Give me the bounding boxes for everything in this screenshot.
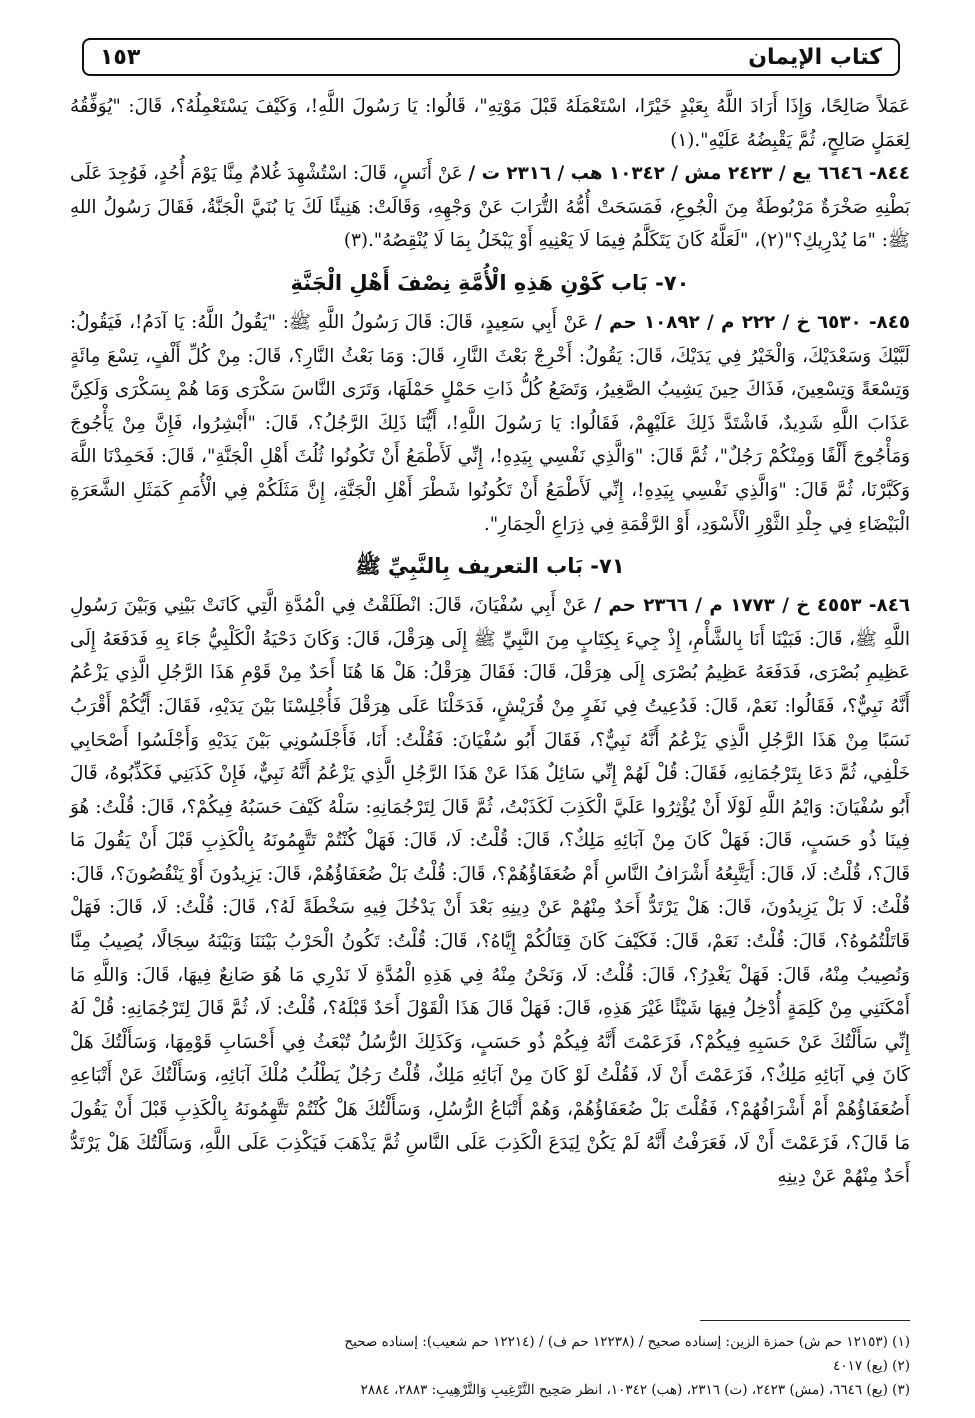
- chapter-heading-70: ٧٠- بَاب كَوْنِ هَذِهِ الْأُمَّةِ نِصْفَ أَهْلِ الْجَنَّةِ: [290, 270, 690, 295]
- footnote-2: (٢) (يع) ٤٠١٧: [833, 1358, 910, 1374]
- footnote-1: (١) (١٢١٥٣ حم ش) حمزة الزين: إسناده صحيح / (١٢٢٣٨ حم ف) / (١٢٢١٤ حم شعيب): إسناده صحيح: [344, 1334, 910, 1350]
- hadith-845: [70, 306, 910, 541]
- page-number: ١٥٣: [100, 44, 141, 70]
- paragraph-text: عَنْ أَبِي سَعِيدٍ، قَالَ: قَالَ رَسُولُ اللَّهِ ﷺ: "يَقُولُ اللَّهُ: يَا آدَمُ!، فَيَقُولُ: لَبَّيْكَ وَسَعْدَيْكَ، وَالْخَيْرُ فِي يَدَيْكَ، قَالَ: يَقُولُ: أَخْرِجْ بَعْثَ النَّارِ، قَالَ: وَمَا بَعْثُ النَّارِ؟، قَالَ: مِنْ كُلِّ أَلْفٍ، تِسْعَ مِائَةٍ وَتِسْعَةً وَتِسْعِينَ، فَذَاكَ حِينَ يَشِيبُ الصَّغِيرُ، وَتَضَعُ كُلُّ ذَاتِ حَمْلٍ حَمْلَهَا، وَتَرَى النَّاسَ سَكْرَى وَمَا هُمْ بِسَكْرَى وَلَكِنَّ عَذَابَ اللَّهِ شَدِيدٌ، فَاشْتَدَّ ذَلِكَ عَلَيْهِمْ، فَقَالُوا: يَا رَسُولَ اللَّهِ!، أَيُّنَا ذَلِكَ الرَّجُلُ؟، قَالَ: "أَبْشِرُوا، فَإِنَّ مِنْ يَأْجُوجَ وَمَأْجُوجَ أَلْفًا وَمِنْكُمْ رَجُلٌ"، ثُمَّ قَالَ: "وَالَّذِي نَفْسِي بِيَدِهِ!، إِنِّي لَأَطْمَعُ أَنْ تَكُونُوا ثُلُثَ أَهْلِ الْجَنَّةِ"، قَالَ: فَحَمِدْنَا اللَّهَ وَكَبَّرْنَا، ثُمَّ قَالَ: "وَالَّذِي نَفْسِي بِيَدِهِ!، إِنِّي لَأَطْمَعُ أَنْ تَكُونُوا شَطْرَ أَهْلِ الْجَنَّةِ، إِنَّ مَثَلَكُمْ فِي الْأُمَمِ كَمَثَلِ الشَّعَرَةِ الْبَيْضَاءِ فِي جِلْدِ الثَّوْرِ الْأَسْوَدِ، أَوْ الرَّقْمَةِ فِي ذِرَاعِ الْحِمَارِ".: [70, 311, 910, 535]
- paragraph-text: عَنْ أَبِي سُفْيَانَ، قَالَ: انْطَلَقْتُ فِي الْمُدَّةِ الَّتِي كَانَتْ بَيْنِي وَبَيْنَ رَسُولِ اللَّهِ ﷺ، قَالَ: فَبَيْنَا أَنَا بِالشَّأْمِ، إِذْ جِيءَ بِكِتَابٍ مِنَ النَّبِيِّ ﷺ إِلَى هِرَقْلَ، قَالَ: وَكَانَ دَحْيَةُ الْكَلْبِيُّ جَاءَ بِهِ فَدَفَعَهُ إِلَى عَظِيمِ بُصْرَى، فَدَفَعَهُ عَظِيمُ بُصْرَى إِلَى هِرَقْلَ، قَالَ: فَقَالَ هِرَقْلُ: هَلْ هَا هُنَا أَحَدٌ مِنْ قَوْمِ هَذَا الرَّجُلِ الَّذِي يَزْعُمُ أَنَّهُ نَبِيٌّ؟، فَقَالُوا: نَعَمْ، قَالَ: فَدُعِيتُ فِي نَفَرٍ مِنْ قُرَيْشٍ، فَدَخَلْنَا عَلَى هِرَقْلَ فَأُجْلِسْنَا بَيْنَ يَدَيْهِ، فَقَالَ: أَيُّكُمْ أَقْرَبُ نَسَبًا مِنْ هَذَا الرَّجُلِ الَّذِي يَزْعُمُ أَنَّهُ نَبِيٌّ؟، فَقَالَ أَبُو سُفْيَانَ: فَقُلْتُ: أَنَا، فَأَجْلَسُونِي بَيْنَ يَدَيْهِ وَأَجْلَسُوا أَصْحَابِي خَلْفِي، ثُمَّ دَعَا بِتَرْجُمَانِهِ، فَقَالَ: قُلْ لَهُمْ إِنِّي سَائِلٌ هَذَا عَنْ هَذَا الرَّجُلِ الَّذِي يَزْعُمُ أَنَّهُ نَبِيٌّ، فَإِنْ كَذَبَنِي فَكَذِّبُوهُ، قَالَ أَبُو سُفْيَانَ: وَايْمُ اللَّهِ لَوْلَا أَنْ يُؤْثِرُوا عَلَيَّ الْكَذِبَ لَكَذَبْتُ، ثُمَّ قَالَ لِتَرْجُمَانِهِ: سَلْهُ كَيْفَ حَسَبُهُ فِيكُمْ؟، قَالَ: قُلْتُ: هُوَ فِينَا ذُو حَسَبٍ، قَالَ: فَهَلْ كَانَ مِنْ آبَائِهِ مَلِكٌ؟، قَالَ: قُلْتُ: لَا، قَالَ: فَهَلْ كُنْتُمْ تَتَّهِمُونَهُ بِالْكَذِبِ قَبْلَ أَنْ يَقُولَ مَا قَالَ؟، قُلْتُ: لَا، قَالَ: أَيَتَّبِعُهُ أَشْرَافُ النَّاسِ أَمْ ضُعَفَاؤُهُمْ؟، قَالَ: قُلْتُ بَلْ ضُعَفَاؤُهُمْ، قَالَ: يَزِيدُونَ أَوْ يَنْقُصُونَ؟، قَالَ: قُلْتُ: لَا بَلْ يَزِيدُونَ، قَالَ: هَلْ يَرْتَدُّ أَحَدٌ مِنْهُمْ عَنْ دِينِهِ بَعْدَ أَنْ يَدْخُلَ فِيهِ سَخْطَةً لَهُ؟، قَالَ: قُلْتُ: لَا، قَالَ: فَهَلْ قَاتَلْتُمُوهُ؟، قَالَ: قُلْتُ: نَعَمْ، قَالَ: فَكَيْفَ كَانَ قِتَالُكُمْ إِيَّاهُ؟، قَالَ: قُلْتُ: تَكُونُ الْحَرْبُ بَيْنَنَا وَبَيْنَهُ سِجَالًا، يُصِيبُ مِنَّا وَنُصِيبُ مِنْهُ، قَالَ: فَهَلْ يَغْدِرُ؟، قَالَ: قُلْتُ: لَا، وَنَحْنُ مِنْهُ فِي هَذِهِ الْمُدَّةِ لَا نَدْرِي مَا هُوَ صَانِعٌ فِيهَا، قَالَ: وَاللَّهِ مَا أَمْكَنَنِي مِنْ كَلِمَةٍ أُدْخِلُ فِيهَا شَيْئًا غَيْرَ هَذِهِ، قَالَ: فَهَلْ قَالَ هَذَا الْقَوْلَ أَحَدٌ قَبْلَهُ؟، قُلْتُ: لَا، ثُمَّ قَالَ لِتَرْجُمَانِهِ: قُلْ لَهُ إِنِّي سَأَلْتُكَ عَنْ حَسَبِهِ فِيكُمْ؟، فَزَعَمْتَ أَنَّهُ فِيكُمْ ذُو حَسَبٍ، وَكَذَلِكَ الرُّسُلُ تُبْعَثُ فِي أَحْسَابِ قَوْمِهَا، وَسَأَلْتُكَ هَلْ كَانَ فِي آبَائِهِ مَلِكٌ؟، فَزَعَمْتَ أَنْ لَا، فَقُلْتُ لَوْ كَانَ مِنْ آبَائِهِ مَلِكٌ، قُلْتُ رَجُلٌ يَطْلُبُ مُلْكَ آبَائِهِ، وَسَأَلْتُكَ عَنْ أَتْبَاعِهِ أَضُعَفَاؤُهُمْ أَمْ أَشْرَافُهُمْ؟، فَقُلْتَ بَلْ ضُعَفَاؤُهُمْ، وَهُمْ أَتْبَاعُ الرُّسُلِ، وَسَأَلْتُكَ هَلْ كُنْتُمْ تَتَّهِمُونَهُ بِالْكَذِبِ قَبْلَ أَنْ يَقُولَ مَا قَالَ؟، فَزَعَمْتَ أَنْ لَا، فَعَرَفْتُ أَنَّهُ لَمْ يَكُنْ لِيَدَعَ الْكَذِبَ عَلَى النَّاسِ ثُمَّ يَذْهَبَ فَيَكْذِبَ عَلَى اللَّهِ، وَسَأَلْتُكَ هَلْ يَرْتَدُّ أَحَدٌ مِنْهُمْ عَنْ دِينِهِ: [70, 595, 910, 1188]
- paragraph-text: عَمَلاً صَالِحًا، وَإِذَا أَرَادَ اللَّهُ بِعَبْدٍ خَيْرًا، اسْتَعْمَلَهُ قَبْلَ مَوْتِهِ"، قَالُوا: يَا رَسُولَ اللَّهِ!، وَكَيْفَ يَسْتَعْمِلُهُ؟، قَالَ: "يُوَفِّقُهُ لِعَمَلٍ صَالِحٍ، ثُمَّ يَقْبِضُهُ عَلَيْهِ".(١): [70, 96, 910, 151]
- book-title: كتاب الإيمان: [748, 44, 882, 70]
- hadith-number: ٨٤٦- ٤٥٥٣ خ / ١٧٧٣ م / ٢٣٦٦ حم /: [594, 595, 911, 617]
- hadith-846: [70, 589, 910, 1194]
- hadith-844: [70, 157, 910, 258]
- footnotes: [70, 1330, 910, 1402]
- hadith-number: ٨٤٤- ٦٦٤٦ يع / ٢٤٢٣ مش / ١٠٣٤٢ هب / ٢٣١٦ ت /: [468, 163, 911, 185]
- footnote-3: (٣) (يع) ٦٦٤٦، (مش) ٢٤٢٣، (ت) ٢٣١٦، (هب) ١٠٣٤٢، انظر صَحِيح التَّرْغِيبِ وَالتَّرْهِيبِ: ٢٨٨٣، ٢٨٨٤: [360, 1382, 910, 1398]
- chapter-heading-71: ٧١- بَاب التعريف بِالنَّبِيِّ ﷺ: [355, 554, 625, 579]
- hadith-number: ٨٤٥- ٦٥٣٠ خ / ٢٢٢ م / ١٠٨٩٢ حم /: [595, 311, 911, 333]
- paragraph-text: عَنْ أَنَسٍ، قَالَ: اسْتُشْهِدَ غُلامٌ مِنَّا يَوْمَ أُحُدٍ، فَوُجِدَ عَلَى بَطْنِهِ صَخْرَةٌ مَرْبُوطَةٌ مِنَ الْجُوعِ، فَمَسَحَتْ أُمُّهُ التُّرَابَ عَنْ وَجْهِهِ، وَقَالَتْ: هَنِيئًا لَكَ يَا بُنَيَّ الْجَنَّةُ، فَقَالَ رَسُولُ اللهِ ﷺ: "مَا يُدْرِيكِ؟"(٢)، "لَعَلَّهُ كَانَ يَتَكَلَّمُ فِيمَا لَا يَعْنِيهِ أَوْ يَبْخَلُ بِمَا لَا يُنْقِصُهُ".(٣): [70, 163, 910, 252]
- footnote-divider: [700, 1320, 910, 1321]
- page-header: [82, 38, 900, 76]
- hadith-843-continuation: [70, 90, 910, 157]
- main-text: [70, 90, 910, 1194]
